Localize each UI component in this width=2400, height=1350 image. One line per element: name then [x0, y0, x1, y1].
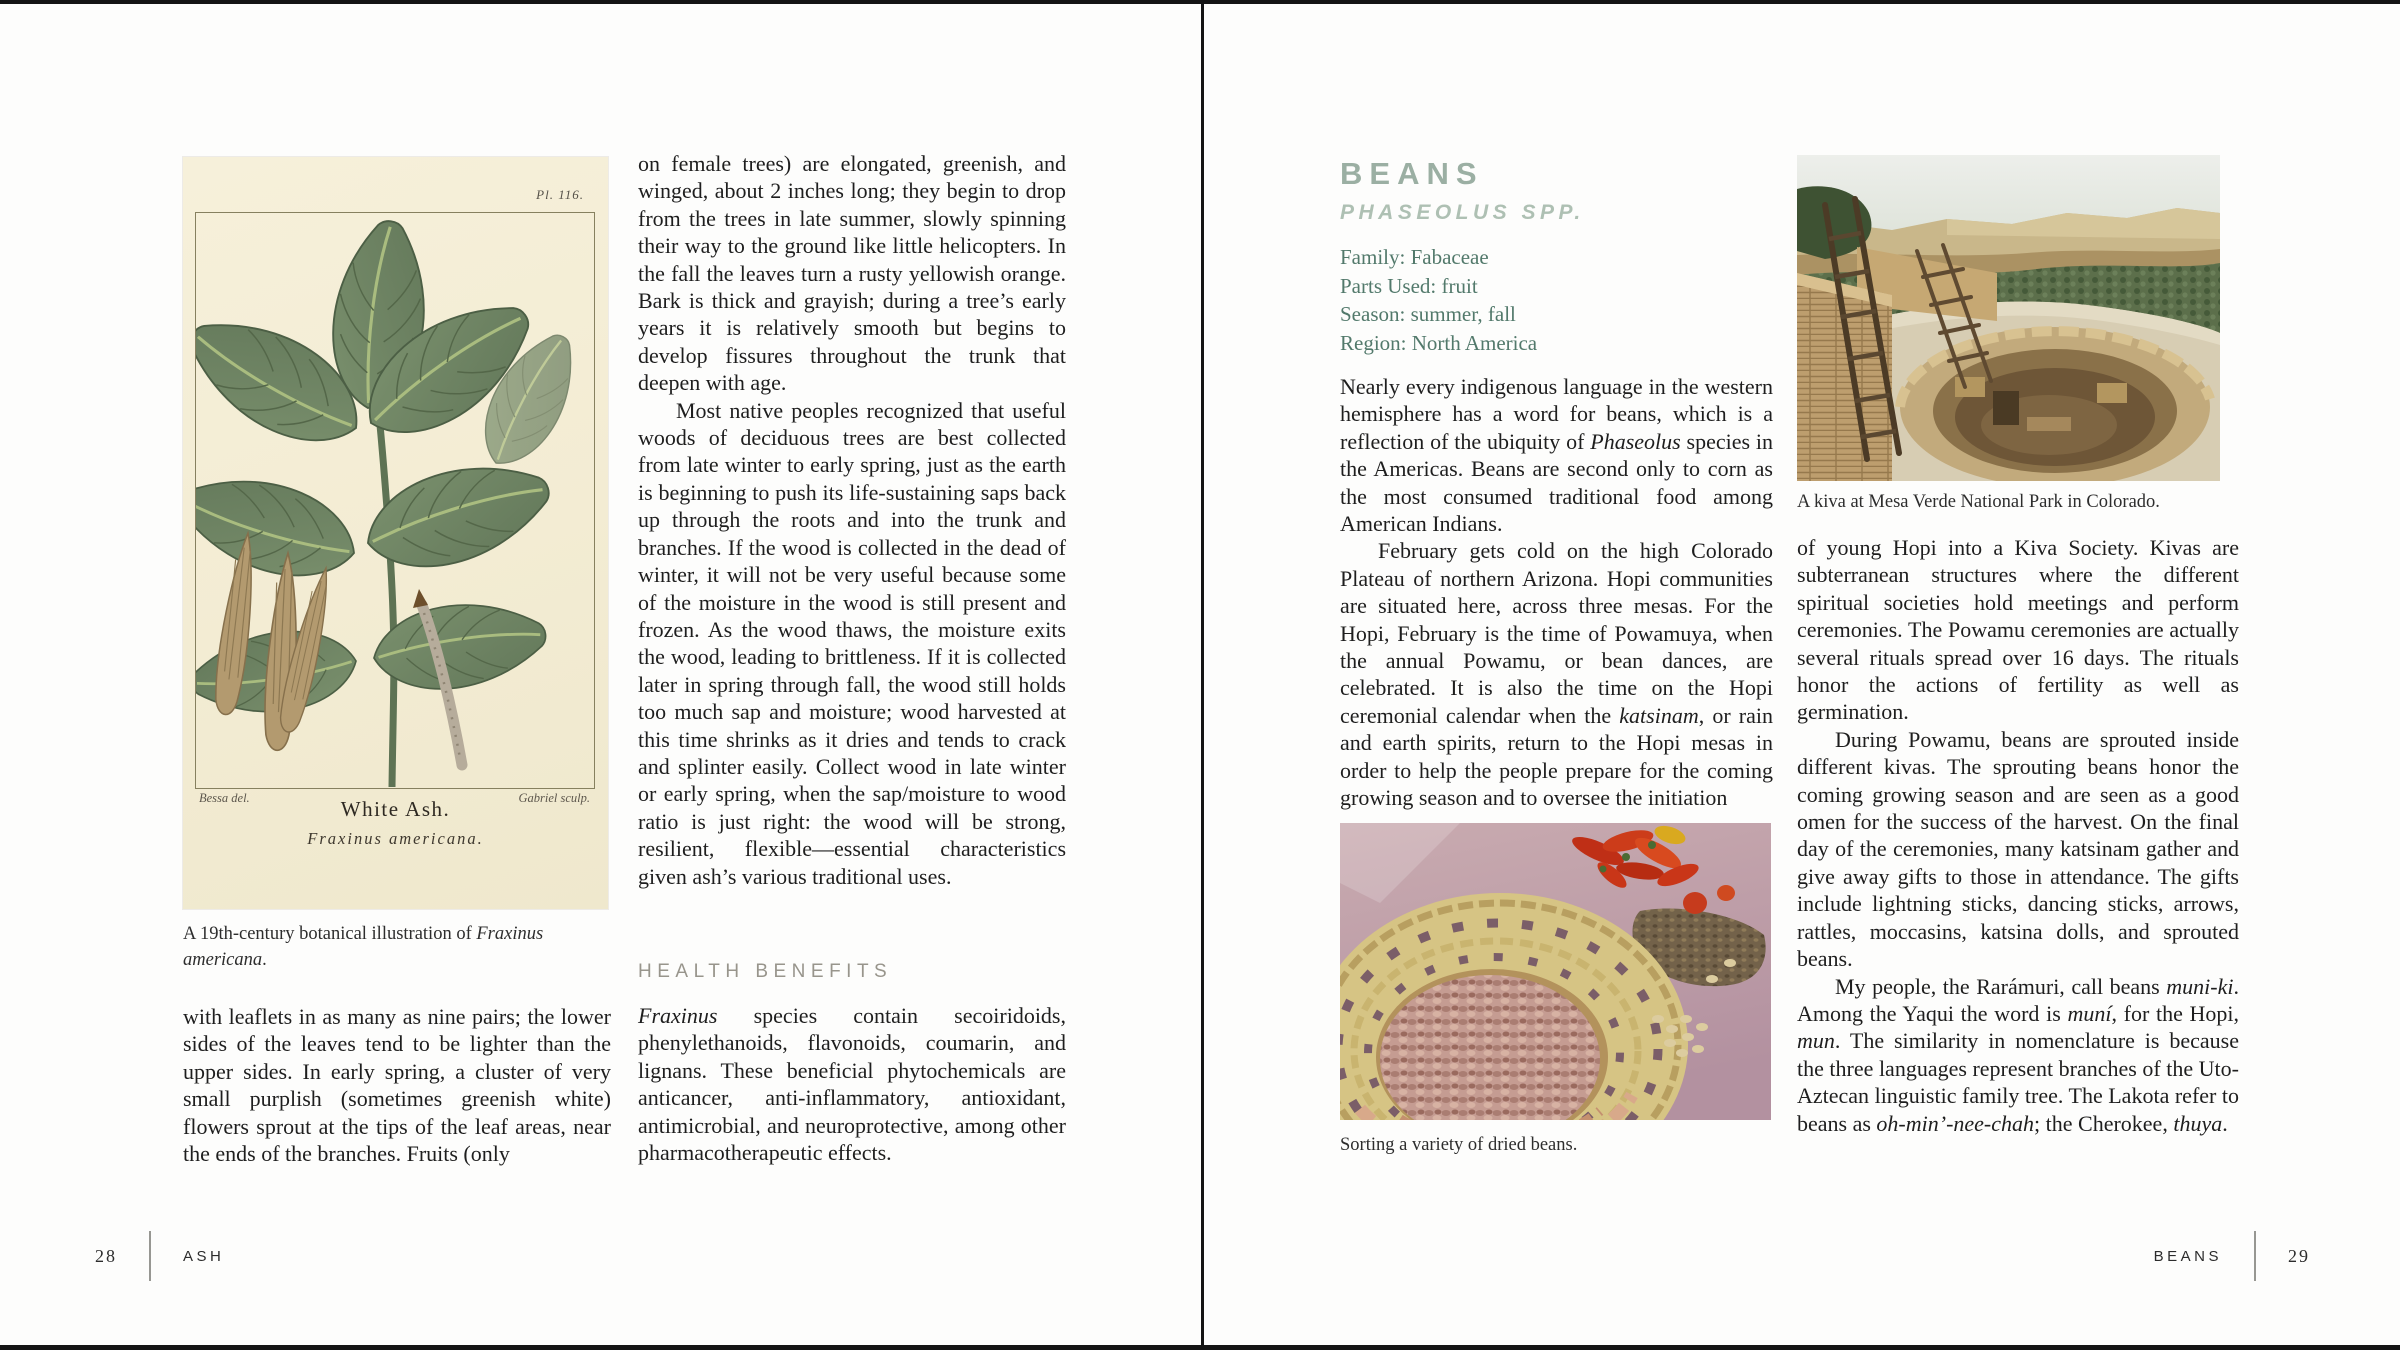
footer-rule: [2254, 1231, 2256, 1281]
kiva-photo: [1797, 155, 2220, 481]
plate-title: White Ash.: [340, 797, 451, 821]
entry-title: BEANS: [1340, 156, 1484, 191]
left-page-column-2: on female trees) are elongated, greenish, and winged, about 2 inches long; they begin to drop from the trees in late summer, slowly spinning their way to the ground like little helicopters. In the fall the leaves turn a rusty yellowish orange. Bark is thick and grayish; during a tree’s early years it is relatively smooth but begins to develop fissures throughout the trunk that deepen with age. Most native peoples recognized that useful woods of deciduous trees are best collected from late winter to early spring, just as the earth is beginning to push its life-sustaining saps back up through the roots and into the trunk and branches. If the wood is collected in the dead of winter, it will not be very useful because some of the moisture in the wood is still present and frozen. As the wood thaws, the moisture exits the wood, leading to brittleness. If it is collected later in spring through fall, the wood still holds too much sap and moisture; wood harvested at this time shrinks as it dries and tends to crack and splinter easily. Collect wood in late winter or early spring, when the sap/moisture to wood ratio is just right: the wood will be strong, resilient, flexible—essential characteristics given ash’s various traditional uses.: [638, 151, 1066, 889]
health-benefits-heading: HEALTH BENEFITS: [638, 961, 893, 982]
footer-rule: [149, 1231, 151, 1281]
right-page-column-2: of young Hopi into a Kiva Society. Kivas are subterranean structures where the different spiritual societies hold meetings and perform ceremonies. The Powamu ceremonies are actually several rituals spread over 16 days. The rituals honor the actions of fertility as well as germination. During Powamu, beans are sprouted inside different kivas. The sprouting beans honor the coming growing season and are seen as a good omen for the success of the harvest. On the final day of the ceremonies, many katsinam gather and give away gifts to those in attendance. The gifts include lightning sticks, dancing sticks, arrows, rattles, moccasins, katsina dolls, and sprouted beans. My people, the Rarámuri, call beans muni-ki. Among the Yaqui the word is muní, for the Hopi, mun. The similarity in nomenclature is because the three languages represent branches of the Uto-Aztecan linguistic family tree. The Lakota refer to beans as oh-min’-nee-chah; the Cherokee, thuya.: [1797, 535, 2240, 1136]
right-page-column-1: Nearly every indigenous language in the western hemisphere has a word for beans, which is a reflection of the ubiquity of Phaseolus species in the Americas. Beans are second only to corn as the most consumed traditional food among American Indians. February gets cold on the high Colorado Plateau of northern Arizona. Hopi communities are situated here, across three mesas. For the Hopi, February is the time of Powamuya, when the annual Powamu, or bean dances, are celebrated. It is also the time on the Hopi ceremonial calendar when the katsinam, or rain and earth spirits, return to the Hopi mesas in order to help the people prepare for the coming growing season and to oversee the initiation: [1340, 374, 1774, 811]
running-head: BEANS: [2153, 1247, 2222, 1265]
page-gutter-divider: [1201, 0, 1204, 1350]
plate-number: Pl. 116.: [536, 187, 584, 202]
running-head: ASH: [183, 1247, 225, 1265]
botanical-plate: [183, 157, 608, 909]
white-ash-illustration: [196, 213, 594, 787]
left-page-column-1: with leaflets in as many as nine pairs; the lower sides of the leaves tend to be lighter than the upper sides. In early spring, a cluster of very small purplish (sometimes greenish white) flowers sprout at the tips of the leaf areas, near the ends of the branches. Fruits (only: [183, 1004, 611, 1167]
spread-border-bottom: [0, 1345, 2400, 1350]
plate-engraver-credit: Gabriel sculp.: [518, 791, 590, 805]
kiva-photo-caption: A kiva at Mesa Verde National Park in Colorado.: [1797, 492, 2160, 512]
plate-caption: A 19th-century botanical illustration of Fraxinus americana.: [183, 924, 544, 970]
entry-info-block: Family: Fabaceae Parts Used: fruit Season: summer, fall Region: North America: [1340, 245, 1538, 355]
kiva-photo-art: [1797, 155, 2220, 481]
entry-species-name: PHASEOLUS SPP.: [1340, 201, 1585, 224]
plate-species-name: Fraxinus americana.: [307, 829, 484, 848]
page-number: 28: [95, 1245, 117, 1266]
beans-photo-art: [1340, 823, 1771, 1120]
page-number: 29: [2288, 1245, 2310, 1266]
health-benefits-text: Fraxinus species contain secoiridoids, phenylethanoids, flavonoids, coumarin, and lignans. These beneficial phytochemicals are anticancer, anti-inflammatory, antioxidant, antimicrobial, and neuroprotective, among other pharmacotherapeutic effects.: [638, 1003, 1066, 1166]
plate-artist-credit: Bessa del.: [199, 791, 250, 805]
beans-photo-caption: Sorting a variety of dried beans.: [1340, 1135, 1578, 1155]
footer-left: [95, 1231, 224, 1281]
footer-right: [2154, 1231, 2310, 1281]
beans-photo: [1340, 823, 1771, 1120]
spread-border-top: [0, 0, 2400, 4]
